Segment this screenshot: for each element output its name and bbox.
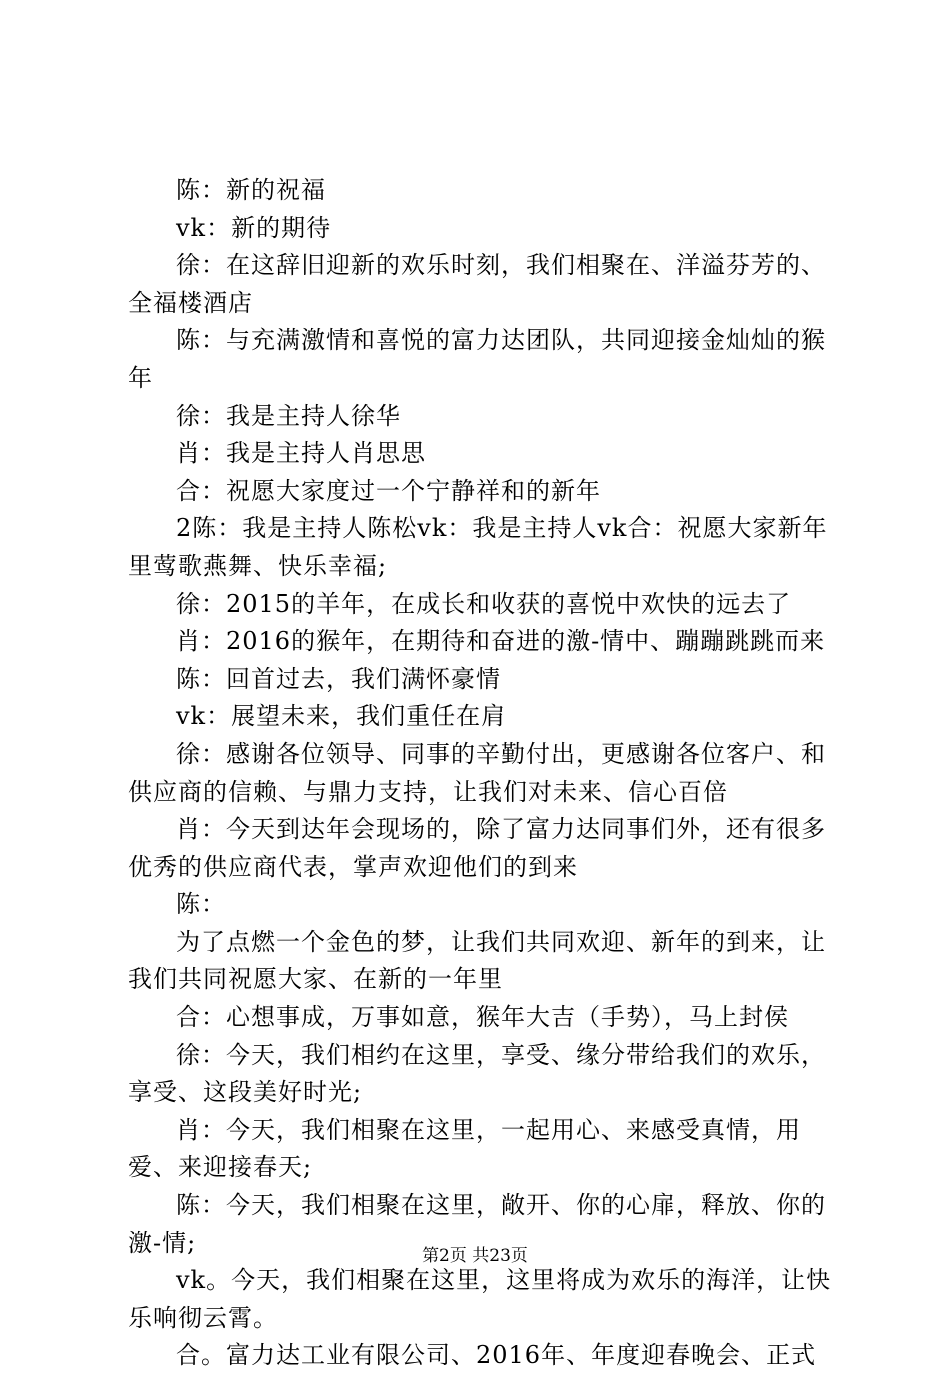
paragraph: 陈：与充满激情和喜悦的富力达团队，共同迎接金灿灿的猴年	[128, 326, 826, 392]
paragraph: 陈：今天，我们相聚在这里，敞开、你的心扉，释放、你的激-情;	[128, 1191, 826, 1257]
paragraph: 陈：	[176, 890, 226, 919]
paragraph: 陈：新的祝福	[176, 176, 326, 204]
paragraph: 合：心想事成，万事如意，猴年大吉（手势），马上封侯	[176, 1003, 789, 1032]
paragraph: vk：展望未来，我们重任在肩	[176, 702, 507, 731]
page-footer: 第2页 共23页	[422, 1246, 528, 1266]
paragraph: 陈：回首过去，我们满怀豪情	[176, 664, 501, 693]
paragraph: 徐：我是主持人徐华	[176, 401, 401, 430]
paragraph: 徐：2015的羊年，在成长和收获的喜悦中欢快的远去了	[176, 589, 792, 618]
paragraph: 肖：今天到达年会现场的，除了富力达同事们外，还有很多优秀的供应商代表，掌声欢迎他们的到来	[128, 815, 826, 881]
paragraph: 合：祝愿大家度过一个宁静祥和的新年	[176, 476, 601, 505]
paragraph: 为了点燃一个金色的梦，让我们共同欢迎、新年的到来，让我们共同祝愿大家、在新的一年里	[128, 927, 826, 994]
paragraph: 徐：今天，我们相约在这里，享受、缘分带给我们的欢乐，享受、这段美好时光;	[128, 1040, 826, 1107]
paragraph: 肖：2016的猴年，在期待和奋进的激-情中、蹦蹦跳跳而来	[176, 627, 826, 656]
paragraph: 肖：我是主持人肖思思	[176, 439, 426, 468]
paragraph: 徐：感谢各位领导、同事的辛勤付出，更感谢各位客户、和供应商的信赖、与鼎力支持，让我们对未来、信心百倍	[128, 739, 826, 806]
paragraph: 肖：今天，我们相聚在这里，一起用心、来感受真情，用爱、来迎接春天;	[128, 1115, 801, 1182]
paragraph: 徐：在这辞旧迎新的欢乐时刻，我们相聚在、洋溢芬芳的、全福楼酒店	[128, 251, 826, 317]
document-body	[128, 172, 840, 1375]
paragraph: 2陈：我是主持人陈松vk：我是主持人vk合：祝愿大家新年里莺歌燕舞、快乐幸福;	[128, 514, 828, 580]
paragraph: vk。今天，我们相聚在这里，这里将成为欢乐的海洋，让快乐响彻云霄。	[128, 1266, 832, 1332]
paragraph: 合。富力达工业有限公司、2016年、年度迎春晚会、正式	[176, 1341, 817, 1370]
paragraph: vk：新的期待	[176, 213, 332, 242]
